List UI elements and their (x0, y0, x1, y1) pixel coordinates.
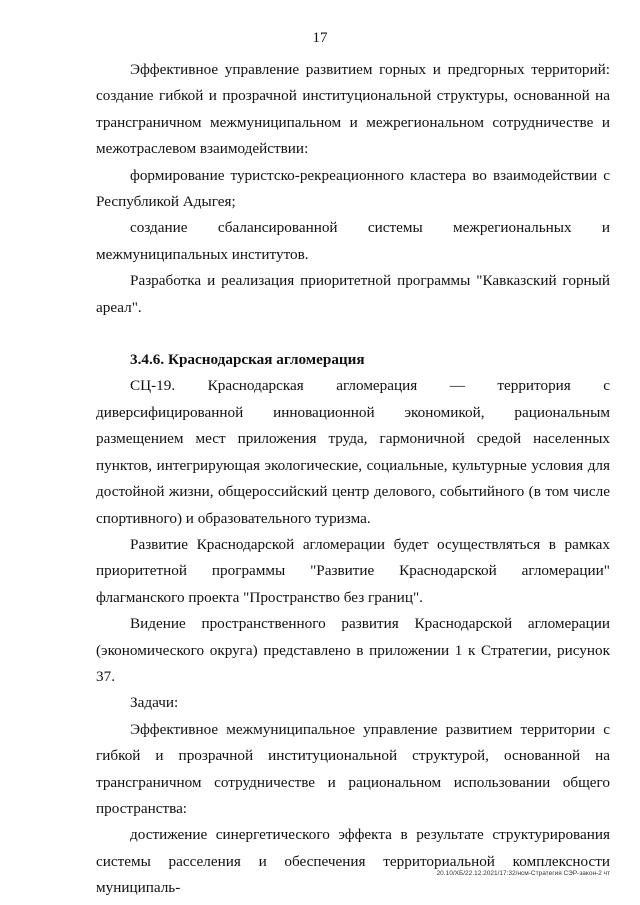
paragraph: Эффективное межмуниципальное управление развитием территории с гибкой и прозрачной институциональной структурой, основанной на трансграничном сотрудничестве и рациональном использовании общего пространства: (96, 720, 610, 817)
paragraph: создание сбалансированной системы межрегиональных и межмуниципальных институтов. (96, 219, 610, 263)
footer-stamp: 20.10/XБ/22.12.2021/17:32/нсм-Стратегия СЭР-закон-2 чт (436, 870, 610, 877)
page-number: 17 (312, 30, 328, 46)
paragraph: достижение синергетического эффекта в результате структурирования системы расселения и обеспечения территориальной комплексности муниципаль- (96, 826, 610, 897)
paragraph: Разработка и реализация приоритетной программы "Кавказский горный ареал". (96, 272, 610, 316)
paragraph: СЦ-19. Краснодарская агломерация — территория с диверсифицированной инновационной экономикой, рациональным размещением мест приложения труда, гармоничной средой населенных пунктов, интегрирующая экологические, социальные, культурные условия для достойной жизни, общероссийский центр делового, событийного (в том числе спортивного) и образовательного туризма. (96, 377, 610, 527)
paragraph: Задачи: (130, 694, 179, 712)
paragraph: Эффективное управление развитием горных и предгорных территорий: создание гибкой и прозрачной институциональной структуры, основанной на трансграничном межмуниципальном и межрегиональном сотрудничестве и межотраслевом взаимодействии: (96, 61, 610, 158)
section-heading: 3.4.6. Краснодарская агломерация (130, 351, 365, 369)
paragraph: формирование туристско-рекреационного кластера во взаимодействии с Республикой Адыгея; (96, 166, 610, 211)
paragraph: Развитие Краснодарской агломерации будет осуществляться в рамках приоритетной программы "Развитие Краснодарской агломерации" флагманского проекта "Пространство без границ". (96, 535, 610, 606)
document-body (96, 57, 610, 902)
paragraph: Видение пространственного развития Краснодарской агломерации (экономического округа) представлено в приложении 1 к Стратегии, рисунок 37. (96, 615, 610, 685)
